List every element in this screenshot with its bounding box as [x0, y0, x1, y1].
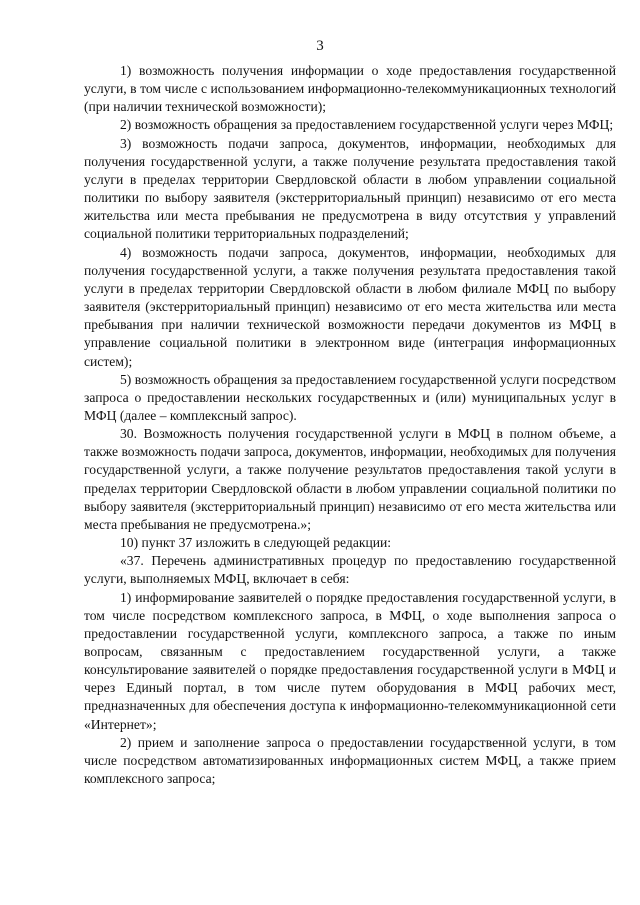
paragraph-procedure-2: 2) прием и заполнение запроса о предоставлении государственной услуги, в том числе посредством автоматизированных информационных систем МФЦ, а также прием комплексного запроса; — [84, 734, 616, 787]
paragraph-point-30: 30. Возможность получения государственной услуги в МФЦ в полном объеме, а также возможность подачи запроса, документов, информации, необходимых для получения государственной услуги, а также получение результатов предоставления такой услуги в пределах территории Свердловской области в любом управлении социальной политики по выбору заявителя (экстерриториальный принцип) независимо от его места жительства или места пребывания не предусмотрена.»; — [84, 426, 616, 532]
paragraph-item-2: 2) возможность обращения за предоставлением государственной услуги через МФЦ; — [120, 117, 614, 133]
paragraph-item-4: 4) возможность подачи запроса, документов, информации, необходимых для получения государственной услуги, а также получения результата предоставления такой услуги в пределах территории Свердловской области в любом филиале МФЦ по выбору заявителя (экстерриториальный принцип) независимо от его места жительства или места пребывания при наличии технической возможности передачи документов из МФЦ в управление социальной политики в электронном виде (интеграция информационных систем); — [84, 244, 616, 369]
paragraph-procedure-1: 1) информирование заявителей о порядке предоставления государственной услуги, в том числе посредством комплексного запроса, в МФЦ, о ходе выполнения запроса о предоставлении государственной услуги, комплексного запроса, а также по иным вопросам, связанным с предоставлением государственной услуги, а также консультирование заявителей о порядке предоставления государственной услуги в МФЦ и через Единый портал, в том числе путем оборудования в МФЦ рабочих мест, предназначенных для обеспечения доступа к информационно-телекоммуникационной сети «Интернет»; — [84, 589, 616, 732]
paragraph-item-3: 3) возможность подачи запроса, документов, информации, необходимых для получения государственной услуги, а также получение результата предоставления такой услуги в пределах территории Свердловской области в любом управлении социальной политики по выбору заявителя (экстерриториальный принцип) независимо от его места жительства или места пребывания не предусмотрена в виду отсутствия у управлений социальной политики территориальных подразделений; — [84, 135, 616, 242]
paragraph-point-37: «37. Перечень административных процедур по предоставлению государственной услуги, выполняемых МФЦ, включает в себя: — [84, 553, 616, 587]
paragraph-item-5: 5) возможность обращения за предоставлением государственной услуги посредством запроса о предоставлении нескольких государственных и (или) муниципальных услуг в МФЦ (далее – комплексный запрос). — [84, 371, 616, 423]
page-number: 3 — [316, 38, 324, 54]
paragraph-item-1: 1) возможность получения информации о ходе предоставления государственной услуги, в том числе с использованием информационно-телекоммуникационных технологий (при наличии технической возможности); — [84, 63, 616, 115]
paragraph-amendment-10: 10) пункт 37 изложить в следующей редакции: — [120, 535, 392, 551]
document-body — [84, 62, 616, 788]
